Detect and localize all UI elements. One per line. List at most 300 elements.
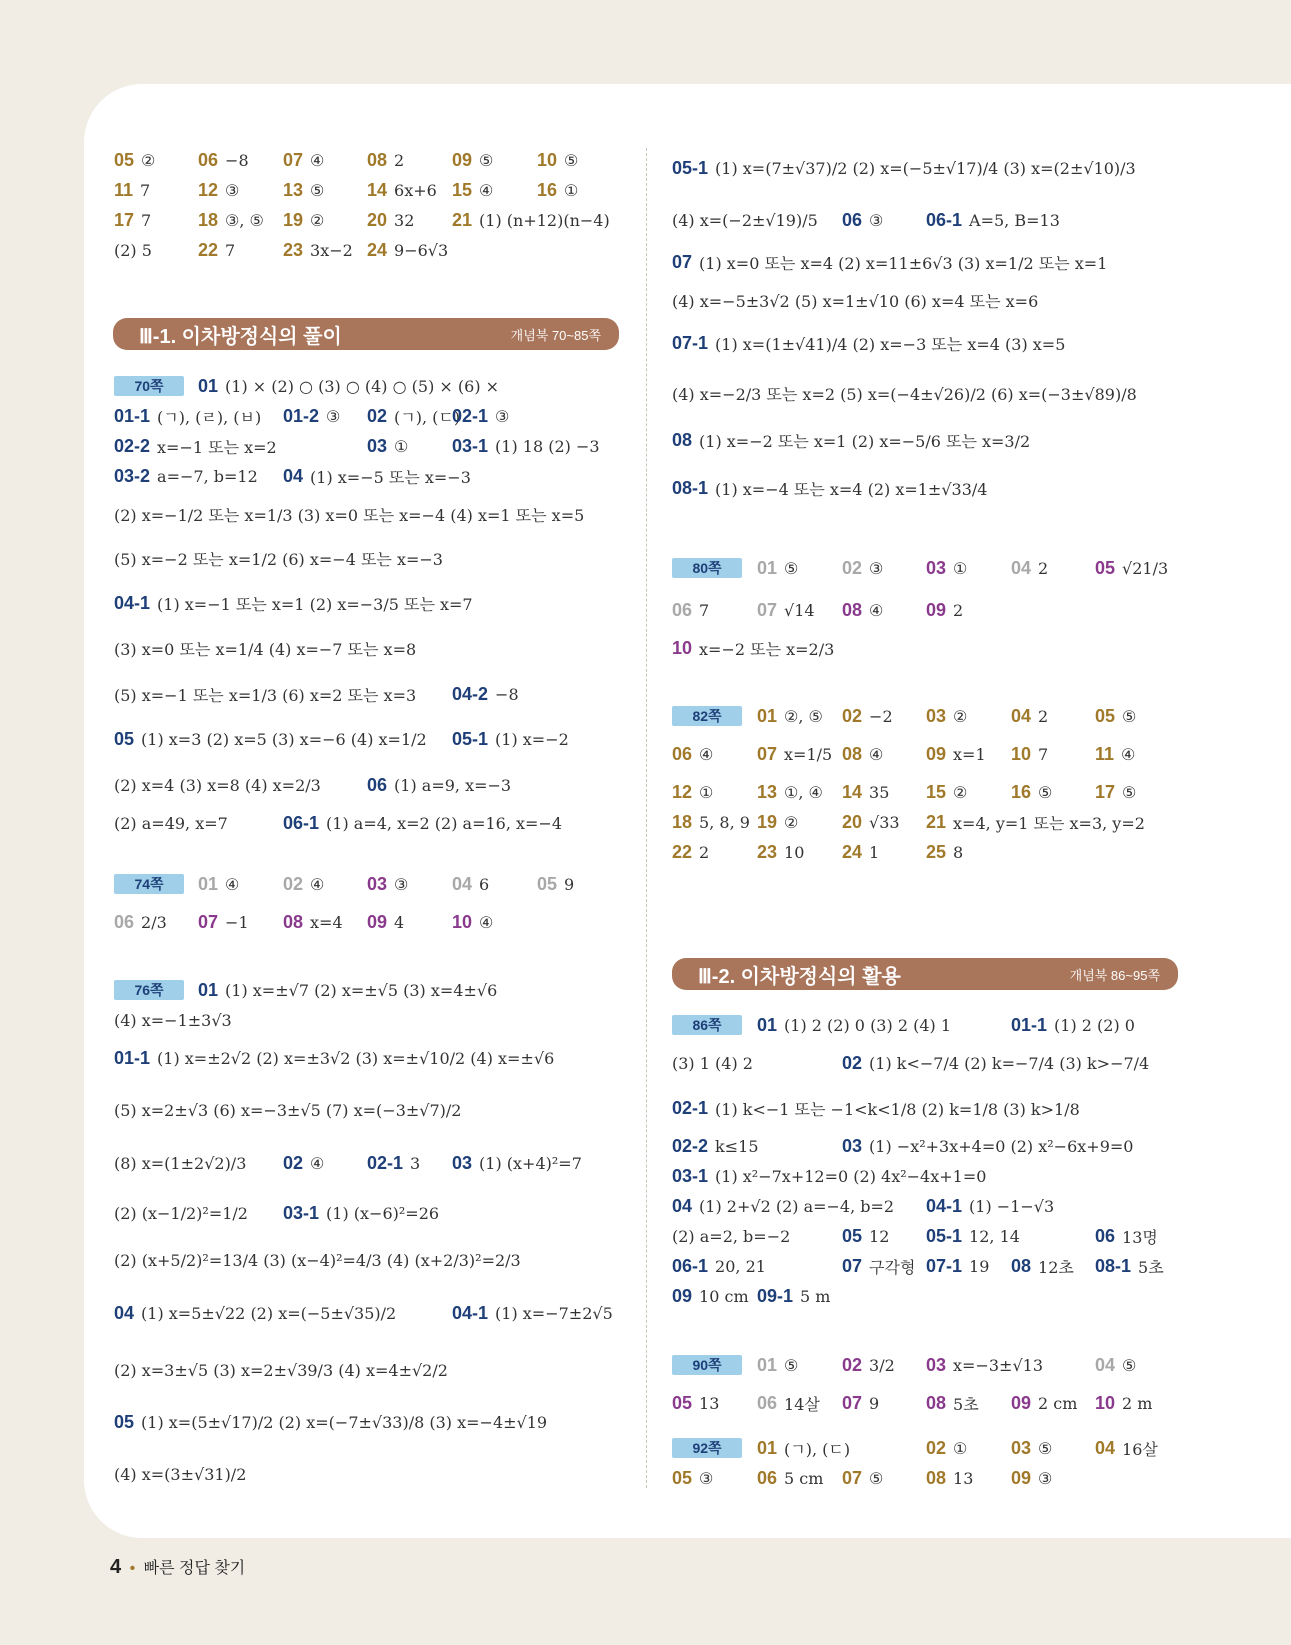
- sec70-answer-1-0: [114, 401, 261, 431]
- answer-text: 6x+6: [394, 180, 437, 200]
- answer-text: 7: [699, 600, 710, 620]
- question-number: 01: [757, 705, 778, 726]
- answer-text: 3/2: [869, 1355, 895, 1375]
- answer-text: 20, 21: [715, 1256, 766, 1276]
- sec70-answer-5-0: [114, 543, 443, 573]
- answer-text: ①: [953, 1438, 968, 1458]
- answer-text: ③: [225, 180, 240, 200]
- answer-text: (2) a=49, x=7: [114, 813, 228, 833]
- question-number: 06: [672, 599, 693, 620]
- question-number: 12: [198, 179, 219, 200]
- sec80-answer-0-1: [757, 553, 798, 583]
- sec76-answer-9-0: [114, 1407, 547, 1437]
- answer-text: 2 cm: [1038, 1393, 1078, 1413]
- question-number: 07: [672, 251, 693, 272]
- left-top-answer-2-2: [283, 205, 324, 235]
- sec86-answer-0-1: [757, 1010, 951, 1040]
- answer-text: ④: [310, 1153, 325, 1173]
- question-number: 04-2: [452, 683, 489, 704]
- sec80-answer-0-3: [926, 553, 967, 583]
- answer-text: (1) × (2) ○ (3) ○ (4) ○ (5) × (6) ×: [225, 376, 500, 396]
- sec80-answer-0-2: [842, 553, 883, 583]
- question-number: 11: [1095, 743, 1115, 764]
- answer-text: x=1: [953, 744, 986, 764]
- question-number: 01-1: [114, 1047, 151, 1068]
- answer-text: ②: [784, 812, 799, 832]
- question-number: 03: [367, 435, 388, 456]
- answer-text: 3x−2: [310, 240, 353, 260]
- answer-text: (1) x=3 (2) x=5 (3) x=−6 (4) x=1/2: [141, 729, 427, 749]
- sec74-answer-1-2: [283, 907, 343, 937]
- answer-text: ④: [869, 600, 884, 620]
- question-number: 01-2: [283, 405, 320, 426]
- answer-text: 7: [225, 240, 236, 260]
- sec92-answer-1-4: [1011, 1463, 1052, 1493]
- answer-text: 2: [394, 150, 405, 170]
- question-number: 04-1: [926, 1195, 963, 1216]
- sec70-answer-7-0: [114, 633, 416, 663]
- question-number: 05: [114, 149, 135, 170]
- answer-text: a=−7, b=12: [157, 466, 258, 486]
- sec86-answer-5-0: [672, 1191, 894, 1221]
- answer-text: ③: [326, 406, 341, 426]
- question-number: 07: [198, 911, 219, 932]
- sec74-answer-0-4: [452, 869, 489, 899]
- question-number: 05: [842, 1225, 863, 1246]
- answer-text: (1) x=±2√2 (2) x=±3√2 (3) x=±√10/2 (4) x=±√6: [157, 1048, 555, 1068]
- sec74-answer-0-1: [198, 869, 239, 899]
- sec92-answer-0-0: [672, 1433, 756, 1463]
- answer-text: (5) x=2±√3 (6) x=−3±√5 (7) x=(−3±√7)/2: [114, 1100, 462, 1120]
- question-number: 19: [283, 209, 304, 230]
- sec92-answer-1-1: [757, 1463, 823, 1493]
- question-number: 01: [757, 1437, 778, 1458]
- sec82-answer-0-5: [1095, 701, 1136, 731]
- answer-text: (1) a=4, x=2 (2) a=16, x=−4: [326, 813, 563, 833]
- answer-text: 1: [869, 842, 880, 862]
- question-number: 01-1: [1011, 1014, 1048, 1035]
- page-tag: 82쪽: [672, 706, 742, 726]
- footer-label: 빠른 정답 찾기: [143, 1560, 246, 1577]
- sec86-answer-5-1: [926, 1191, 1054, 1221]
- answer-text: 14살: [784, 1394, 820, 1414]
- page-tag: 92쪽: [672, 1438, 742, 1458]
- question-number: 03-2: [114, 465, 151, 486]
- sec82-answer-2-1: [757, 777, 823, 807]
- sec80-answer-0-5: [1095, 553, 1168, 583]
- question-number: 09: [1011, 1392, 1032, 1413]
- answer-text: ③: [495, 406, 510, 426]
- question-number: 09: [452, 149, 473, 170]
- question-number: 21: [452, 209, 473, 230]
- sec70-answer-11-0: [114, 808, 228, 838]
- question-number: 04-1: [114, 592, 151, 613]
- question-number: 08-1: [1095, 1255, 1132, 1276]
- sec76-cont-answer-5-0: [672, 378, 1137, 408]
- question-number: 02: [926, 1437, 947, 1458]
- sec74-answer-1-1: [198, 907, 249, 937]
- answer-text: √14: [784, 600, 815, 620]
- answer-text: x=1/5: [784, 744, 833, 764]
- sec86-answer-6-1: [842, 1221, 889, 1251]
- question-number: 07-1: [672, 332, 709, 353]
- sec70-answer-0-1: [198, 371, 499, 401]
- answer-text: 7: [140, 180, 151, 200]
- question-number: 04: [1095, 1354, 1116, 1375]
- sec76-answer-10-0: [114, 1459, 246, 1489]
- answer-text: 13: [953, 1468, 974, 1488]
- question-number: 02: [842, 705, 863, 726]
- question-number: 06-1: [926, 209, 963, 230]
- sec92-answer-1-3: [926, 1463, 973, 1493]
- answer-text: x=4, y=1 또는 x=3, y=2: [953, 813, 1145, 833]
- question-number: 03: [1011, 1437, 1032, 1458]
- section-banner-3-1: [113, 318, 619, 350]
- question-number: 10: [672, 637, 693, 658]
- question-number: 07: [842, 1467, 863, 1488]
- answer-text: 32: [394, 210, 415, 230]
- sec90-answer-1-1: [757, 1388, 820, 1418]
- answer-text: ④: [310, 874, 325, 894]
- sec80-answer-1-2: [842, 595, 883, 625]
- answer-text: 5 cm: [784, 1468, 824, 1488]
- sec76-cont-answer-6-0: [672, 425, 1030, 455]
- left-top-answer-2-4: [452, 205, 610, 235]
- question-number: 05: [672, 1392, 693, 1413]
- sec80-answer-1-0: [672, 595, 709, 625]
- question-number: 17: [114, 209, 135, 230]
- answer-text: 16살: [1122, 1439, 1158, 1459]
- answer-text: (1) (x+4)²=7: [479, 1153, 582, 1173]
- left-top-answer-3-0: [114, 235, 152, 265]
- question-number: 05: [672, 1467, 693, 1488]
- section-banner-3-2: [672, 958, 1178, 990]
- question-number: 23: [757, 841, 778, 862]
- sec86-answer-6-3: [1095, 1221, 1158, 1251]
- sec76-answer-0-1: [198, 975, 497, 1005]
- question-number: 09: [1011, 1467, 1032, 1488]
- sec86-answer-8-0: [672, 1281, 749, 1311]
- answer-text: ③, ⑤: [225, 210, 264, 230]
- answer-text: ③: [1038, 1468, 1053, 1488]
- question-number: 03-1: [283, 1202, 320, 1223]
- sec76-answer-6-0: [114, 1245, 521, 1275]
- answer-text: ④: [1121, 744, 1136, 764]
- answer-text: (1) x=−2: [495, 729, 569, 749]
- question-number: 01: [757, 557, 778, 578]
- sec70-answer-8-0: [114, 679, 416, 709]
- sec86-answer-1-1: [842, 1048, 1149, 1078]
- answer-text: −8: [495, 684, 519, 704]
- page-number: 4: [110, 1556, 122, 1578]
- sec74-answer-0-2: [283, 869, 324, 899]
- sec76-answer-4-1: [283, 1148, 324, 1178]
- answer-text: 19: [969, 1256, 990, 1276]
- answer-text: (1) x=±√7 (2) x=±√5 (3) x=4±√6: [225, 980, 498, 1000]
- page-tag: 86쪽: [672, 1015, 742, 1035]
- sec70-answer-0-0: [114, 371, 198, 401]
- sec76-cont-answer-0-0: [672, 153, 1136, 183]
- answer-text: (4) x=−1±3√3: [114, 1010, 232, 1030]
- answer-text: (1) 2 (2) 0: [1054, 1015, 1135, 1035]
- sec82-answer-3-1: [757, 807, 798, 837]
- answer-text: (2) 5: [114, 240, 152, 260]
- sec90-answer-0-3: [926, 1350, 1043, 1380]
- answer-text: 12초: [1038, 1257, 1074, 1277]
- question-number: 07: [757, 743, 778, 764]
- answer-text: (1) x=−2 또는 x=1 (2) x=−5/6 또는 x=3/2: [699, 431, 1031, 451]
- question-number: 05-1: [672, 157, 709, 178]
- answer-text: (1) x=−7±2√5: [495, 1303, 613, 1323]
- sec90-answer-0-0: [672, 1350, 756, 1380]
- question-number: 07: [757, 599, 778, 620]
- sec82-answer-0-3: [926, 701, 967, 731]
- banner-ref: 개념북 86~95쪽: [1069, 967, 1160, 983]
- answer-text: −1: [225, 912, 249, 932]
- question-number: 06: [198, 149, 219, 170]
- question-number: 03-1: [672, 1165, 709, 1186]
- question-number: 08: [926, 1392, 947, 1413]
- sec80-answer-1-1: [757, 595, 815, 625]
- answer-text: ①: [564, 180, 579, 200]
- sec86-answer-3-0: [672, 1131, 759, 1161]
- question-number: 06: [672, 743, 693, 764]
- left-top-answer-1-2: [283, 175, 324, 205]
- sec70-answer-1-3: [452, 401, 509, 431]
- answer-text: 4: [394, 912, 405, 932]
- question-number: 21: [926, 811, 947, 832]
- answer-text: ④: [869, 744, 884, 764]
- answer-text: 구각형: [869, 1257, 916, 1277]
- answer-text: (1) x=5±√22 (2) x=(−5±√35)/2: [141, 1303, 397, 1323]
- answer-text: (2) (x+5/2)²=13/4 (3) (x−4)²=4/3 (4) (x+2/3)²=2/3: [114, 1250, 521, 1270]
- sec82-answer-1-2: [842, 739, 883, 769]
- sec82-answer-2-0: [672, 777, 713, 807]
- left-top-answer-0-4: [452, 145, 493, 175]
- left-top-answer-2-3: [367, 205, 414, 235]
- sec92-answer-1-0: [672, 1463, 713, 1493]
- answer-text: 7: [1038, 744, 1049, 764]
- sec82-answer-0-2: [842, 701, 893, 731]
- answer-text: (ㄱ), (ㄷ): [784, 1439, 851, 1459]
- answer-text: (5) x=−1 또는 x=1/3 (6) x=2 또는 x=3: [114, 685, 417, 705]
- question-number: 08: [1011, 1255, 1032, 1276]
- answer-text: (1) 18 (2) −3: [495, 436, 600, 456]
- answer-text: ②: [953, 706, 968, 726]
- question-number: 05-1: [926, 1225, 963, 1246]
- answer-text: ①: [953, 558, 968, 578]
- question-number: 03: [926, 1354, 947, 1375]
- question-number: 16: [537, 179, 558, 200]
- answer-text: √21/3: [1122, 558, 1169, 578]
- left-top-answer-0-3: [367, 145, 404, 175]
- answer-text: ⑤: [869, 1468, 884, 1488]
- answer-text: x=−2 또는 x=2/3: [699, 639, 835, 659]
- answer-text: ⑤: [1122, 706, 1137, 726]
- answer-text: k≤15: [715, 1136, 759, 1156]
- question-number: 10: [452, 911, 473, 932]
- question-number: 01: [198, 979, 219, 1000]
- sec76-cont-answer-3-0: [672, 285, 1038, 315]
- sec76-cont-answer-2-0: [672, 247, 1107, 277]
- question-number: 09: [672, 1285, 693, 1306]
- answer-text: (8) x=(1±2√2)/3: [114, 1153, 247, 1173]
- answer-text: A=5, B=13: [969, 210, 1060, 230]
- question-number: 09: [367, 911, 388, 932]
- sec76-answer-5-1: [283, 1198, 439, 1228]
- sec86-answer-8-1: [757, 1281, 830, 1311]
- answer-text: (3) 1 (4) 2: [672, 1053, 753, 1073]
- sec82-answer-1-0: [672, 739, 713, 769]
- answer-text: ⑤: [1122, 1355, 1137, 1375]
- page-tag: 70쪽: [114, 376, 184, 396]
- left-top-answer-2-1: [198, 205, 264, 235]
- answer-text: ③: [869, 210, 884, 230]
- sec76-cont-answer-4-0: [672, 328, 1065, 358]
- sec70-answer-10-0: [114, 770, 321, 800]
- question-number: 02: [283, 1152, 304, 1173]
- answer-text: ④: [225, 874, 240, 894]
- answer-text: (5) x=−2 또는 x=1/2 (6) x=−4 또는 x=−3: [114, 549, 443, 569]
- sec76-cont-answer-7-0: [672, 473, 987, 503]
- question-number: 02: [367, 405, 388, 426]
- question-number: 08-1: [672, 477, 709, 498]
- sec86-answer-1-0: [672, 1048, 753, 1078]
- sec76-cont-answer-1-1: [842, 205, 883, 235]
- sec76-answer-3-0: [114, 1095, 461, 1125]
- answer-text: 10 cm: [699, 1286, 749, 1306]
- page-tag: 80쪽: [672, 558, 742, 578]
- sec90-answer-1-0: [672, 1388, 719, 1418]
- question-number: 24: [367, 239, 388, 260]
- sec76-answer-7-0: [114, 1298, 396, 1328]
- sec74-answer-0-3: [367, 869, 408, 899]
- sec80-answer-0-4: [1011, 553, 1048, 583]
- question-number: 14: [367, 179, 388, 200]
- sec82-answer-1-3: [926, 739, 986, 769]
- question-number: 09: [926, 599, 947, 620]
- sec82-answer-2-5: [1095, 777, 1136, 807]
- answer-text: ④: [699, 744, 714, 764]
- answer-text: 9: [869, 1393, 880, 1413]
- answer-text: 6: [479, 874, 490, 894]
- answer-text: 3: [410, 1153, 421, 1173]
- sec92-answer-0-2: [926, 1433, 967, 1463]
- answer-text: (ㄱ), (ㄷ): [394, 407, 461, 427]
- question-number: 08: [842, 743, 863, 764]
- sec70-answer-2-2: [452, 431, 600, 461]
- answer-text: ③: [394, 874, 409, 894]
- page-tag: 76쪽: [114, 980, 184, 1000]
- left-top-answer-0-2: [283, 145, 324, 175]
- answer-text: ②: [953, 782, 968, 802]
- question-number: 06: [1095, 1225, 1116, 1246]
- question-number: 03: [926, 705, 947, 726]
- answer-text: 2: [699, 842, 710, 862]
- question-number: 05-1: [452, 728, 489, 749]
- answer-text: ⑤: [564, 150, 579, 170]
- question-number: 08: [672, 429, 693, 450]
- left-top-answer-3-1: [198, 235, 235, 265]
- answer-text: (2) x=−1/2 또는 x=1/3 (3) x=0 또는 x=−4 (4) x=1 또는 x=5: [114, 505, 585, 525]
- question-number: 02: [283, 873, 304, 894]
- answer-text: (4) x=−2/3 또는 x=2 (5) x=(−4±√26)/2 (6) x=(−3±√89)/8: [672, 384, 1137, 404]
- page-footer: [110, 1555, 245, 1579]
- answer-text: (1) x=0 또는 x=4 (2) x=11±6√3 (3) x=1/2 또는 x=1: [699, 253, 1108, 273]
- answer-text: x=−3±√13: [953, 1355, 1044, 1375]
- answer-text: ①: [394, 436, 409, 456]
- answer-text: (1) −1−√3: [969, 1196, 1055, 1216]
- left-top-answer-3-2: [283, 235, 353, 265]
- question-number: 20: [842, 811, 863, 832]
- question-number: 18: [198, 209, 219, 230]
- sec70-answer-9-1: [452, 724, 569, 754]
- answer-text: −8: [225, 150, 249, 170]
- sec80-answer-2-0: [672, 633, 834, 663]
- answer-text: 2: [1038, 558, 1049, 578]
- sec82-answer-0-4: [1011, 701, 1048, 731]
- question-number: 18: [672, 811, 693, 832]
- sec82-answer-4-3: [926, 837, 963, 867]
- sec86-answer-7-1: [842, 1251, 915, 1281]
- footer-bullet: •: [129, 1560, 136, 1577]
- question-number: 09: [926, 743, 947, 764]
- question-number: 09-1: [757, 1285, 794, 1306]
- question-number: 03: [926, 557, 947, 578]
- answer-text: (2) x=4 (3) x=8 (4) x=2/3: [114, 775, 321, 795]
- answer-text: 9−6√3: [394, 240, 449, 260]
- question-number: 02: [842, 1354, 863, 1375]
- sec82-answer-4-2: [842, 837, 879, 867]
- question-number: 15: [926, 781, 947, 802]
- sec80-answer-0-0: [672, 553, 756, 583]
- sec82-answer-1-5: [1095, 739, 1135, 769]
- answer-text: 9: [564, 874, 575, 894]
- answer-text: 13명: [1122, 1227, 1158, 1247]
- question-number: 03: [842, 1135, 863, 1156]
- answer-text: (1) (x−6)²=26: [326, 1203, 440, 1223]
- answer-text: ①, ④: [784, 782, 823, 802]
- question-number: 02-2: [114, 435, 151, 456]
- banner-title: Ⅲ-1. 이차방정식의 풀이: [139, 325, 342, 348]
- page-tag: 74쪽: [114, 874, 184, 894]
- question-number: 20: [367, 209, 388, 230]
- sec90-answer-1-4: [1011, 1388, 1077, 1418]
- answer-text: 2: [953, 600, 964, 620]
- sec76-answer-4-2: [367, 1148, 420, 1178]
- sec70-answer-3-0: [114, 461, 258, 491]
- answer-text: (ㄱ), (ㄹ), (ㅂ): [157, 407, 262, 427]
- question-number: 04: [1095, 1437, 1116, 1458]
- answer-text: x=−1 또는 x=2: [157, 437, 277, 457]
- answer-text: √33: [869, 812, 900, 832]
- question-number: 22: [198, 239, 219, 260]
- left-top-answer-0-0: [114, 145, 155, 175]
- question-number: 06: [367, 774, 388, 795]
- answer-text: 13: [699, 1393, 720, 1413]
- question-number: 05: [114, 1411, 135, 1432]
- question-number: 25: [926, 841, 947, 862]
- sec86-answer-6-2: [926, 1221, 1020, 1251]
- sec70-answer-10-1: [367, 770, 511, 800]
- question-number: 04: [672, 1195, 693, 1216]
- left-top-answer-0-5: [537, 145, 578, 175]
- question-number: 06: [757, 1467, 778, 1488]
- question-number: 04: [452, 873, 473, 894]
- sec76-answer-2-0: [114, 1043, 554, 1073]
- question-number: 16: [1011, 781, 1032, 802]
- sec82-answer-4-0: [672, 837, 709, 867]
